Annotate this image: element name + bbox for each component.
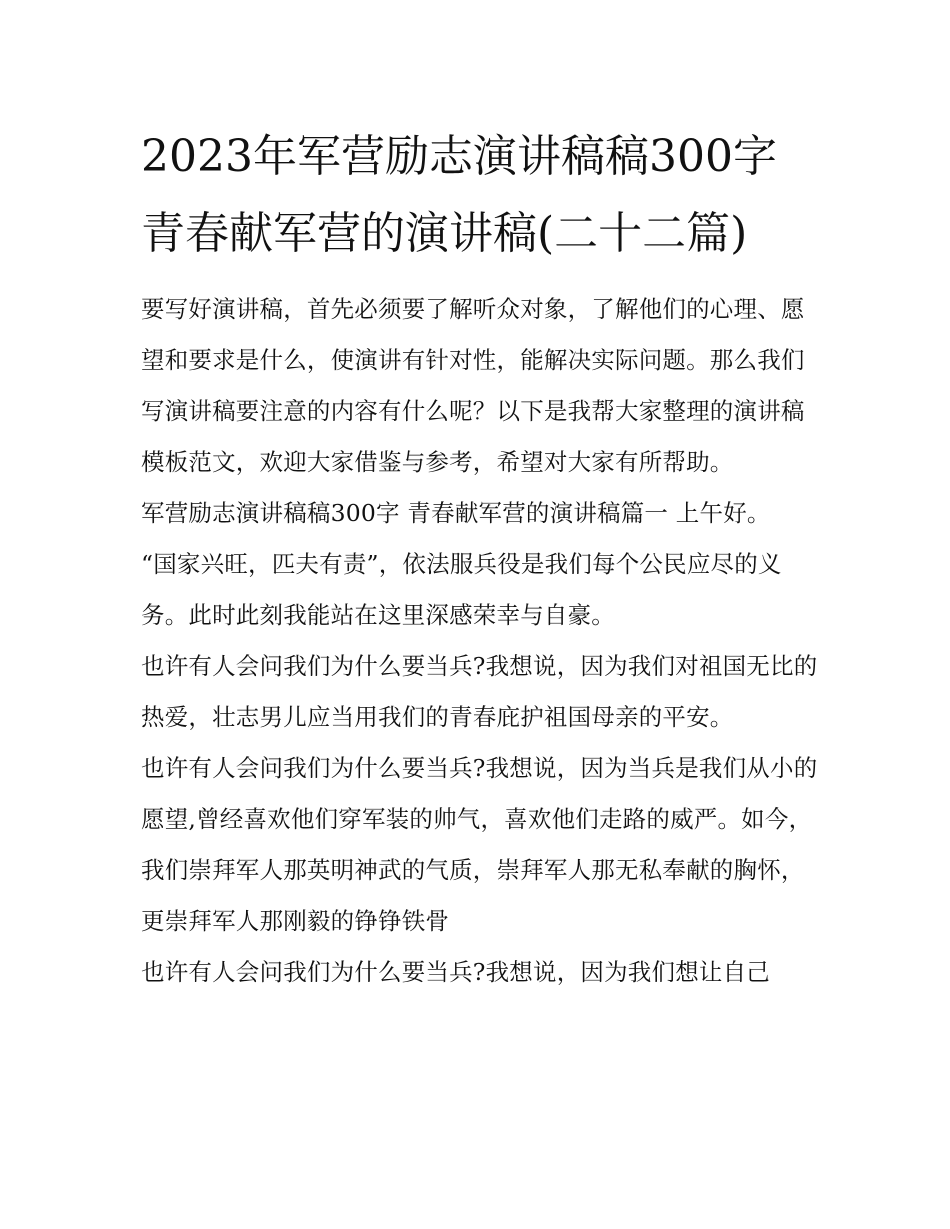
paragraph-reason-2: 也许有人会问我们为什么要当兵?我想说，因为当兵是我们从小的愿望,曾经喜欢他们穿军装的帅气，喜欢他们走路的威严。如今，我们崇拜军人那英明神武的气质，崇拜军人那无私奉献的胸怀，更崇拜军人那刚毅的铮铮铁骨 <box>141 754 818 935</box>
paragraph-intro: 要写好演讲稿，首先必须要了解听众对象，了解他们的心理、愿望和要求是什么，使演讲有针对性，能解决实际问题。那么我们写演讲稿要注意的内容有什么呢？以下是我帮大家整理的演讲稿模板范文，欢迎大家借鉴与参考，希望对大家有所帮助。 <box>141 295 805 476</box>
document-body <box>141 284 821 998</box>
document-page <box>141 118 821 998</box>
paragraph-speech-heading: 军营励志演讲稿稿300字 青春献军营的演讲稿篇一 上午好。 <box>141 499 771 527</box>
paragraph-reason-3: 也许有人会问我们为什么要当兵?我想说，因为我们想让自己 <box>141 958 770 986</box>
paragraph-quote: “国家兴旺，匹夫有责”，依法服兵役是我们每个公民应尽的义务。此时此刻我能站在这里深感荣幸与自豪。 <box>141 550 782 629</box>
document-title: 2023年军营励志演讲稿稿300字 青春献军营的演讲稿(二十二篇) <box>141 131 777 259</box>
paragraph-reason-1: 也许有人会问我们为什么要当兵?我想说，因为我们对祖国无比的热爱，壮志男儿应当用我们的青春庇护祖国母亲的平安。 <box>141 652 818 731</box>
